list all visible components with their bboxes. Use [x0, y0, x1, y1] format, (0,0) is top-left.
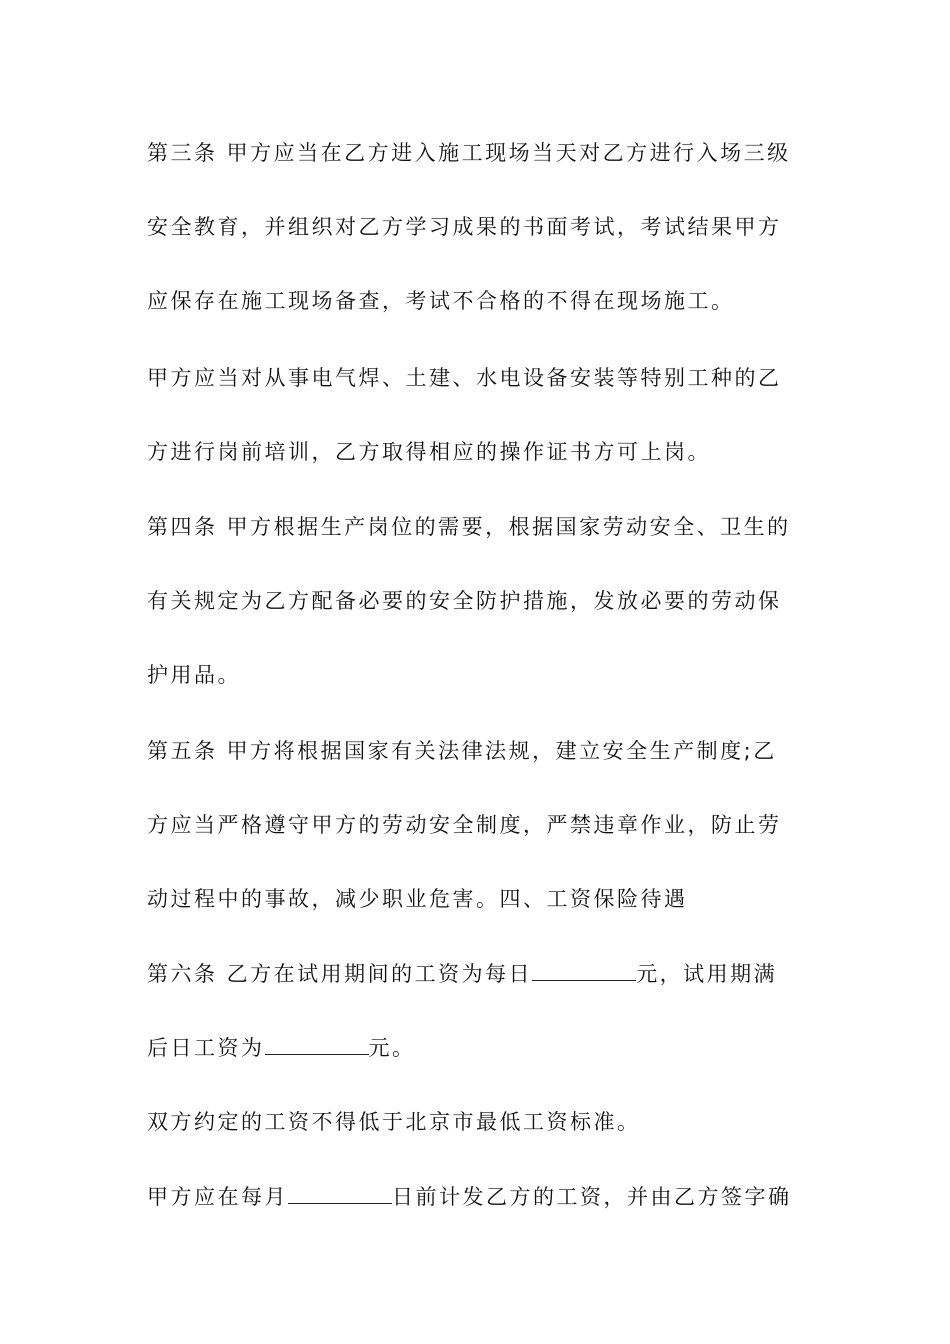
- wage-after-text-end: 元。: [368, 1036, 416, 1060]
- paragraph-line: 方应当严格遵守甲方的劳动安全制度，严禁违章作业，防止劳: [147, 813, 782, 837]
- paragraph-line: 第四条 甲方根据生产岗位的需要，根据国家劳动安全、卫生的: [147, 515, 791, 539]
- payday-line: [147, 1182, 807, 1212]
- post-trial-wage-blank[interactable]: [265, 1034, 369, 1055]
- daily-wage-blank[interactable]: [532, 960, 636, 981]
- paragraph-line: 第五条 甲方将根据国家有关法律法规，建立安全生产制度;乙: [147, 739, 777, 763]
- min-wage-line: 双方约定的工资不得低于北京市最低工资标准。: [147, 1110, 641, 1134]
- paragraph-line: 有关规定为乙方配备必要的安全防护措施，发放必要的劳动保: [147, 589, 782, 613]
- payday-text: 甲方应在每月: [147, 1185, 288, 1209]
- paragraph-line: 动过程中的事故，减少职业危害。四、工资保险待遇: [147, 887, 688, 911]
- paragraph-line: 护用品。: [147, 663, 241, 687]
- payday-blank[interactable]: [288, 1183, 392, 1204]
- paragraph-line: 第三条 甲方应当在乙方进入施工现场当天对乙方进行入场三级: [147, 141, 791, 165]
- paragraph-line: 安全教育，并组织对乙方学习成果的书面考试，考试结果甲方: [147, 215, 782, 239]
- paragraph-line: 甲方应当对从事电气焊、土建、水电设备安装等特别工种的乙: [147, 366, 782, 390]
- paragraph-line: 方进行岗前培训，乙方取得相应的操作证书方可上岗。: [147, 440, 711, 464]
- wage-after-trial-line: [147, 1033, 807, 1063]
- wage-after-text: 后日工资为: [147, 1036, 265, 1060]
- wage-trial-line: [147, 959, 807, 989]
- payday-text-end: 日前计发乙方的工资，并由乙方签字确: [392, 1185, 792, 1209]
- wage-trial-text: 第六条 乙方在试用期间的工资为每日: [147, 962, 533, 986]
- wage-trial-text-end: 元，试用期满: [636, 962, 778, 986]
- paragraph-line: 应保存在施工现场备查，考试不合格的不得在现场施工。: [147, 289, 735, 313]
